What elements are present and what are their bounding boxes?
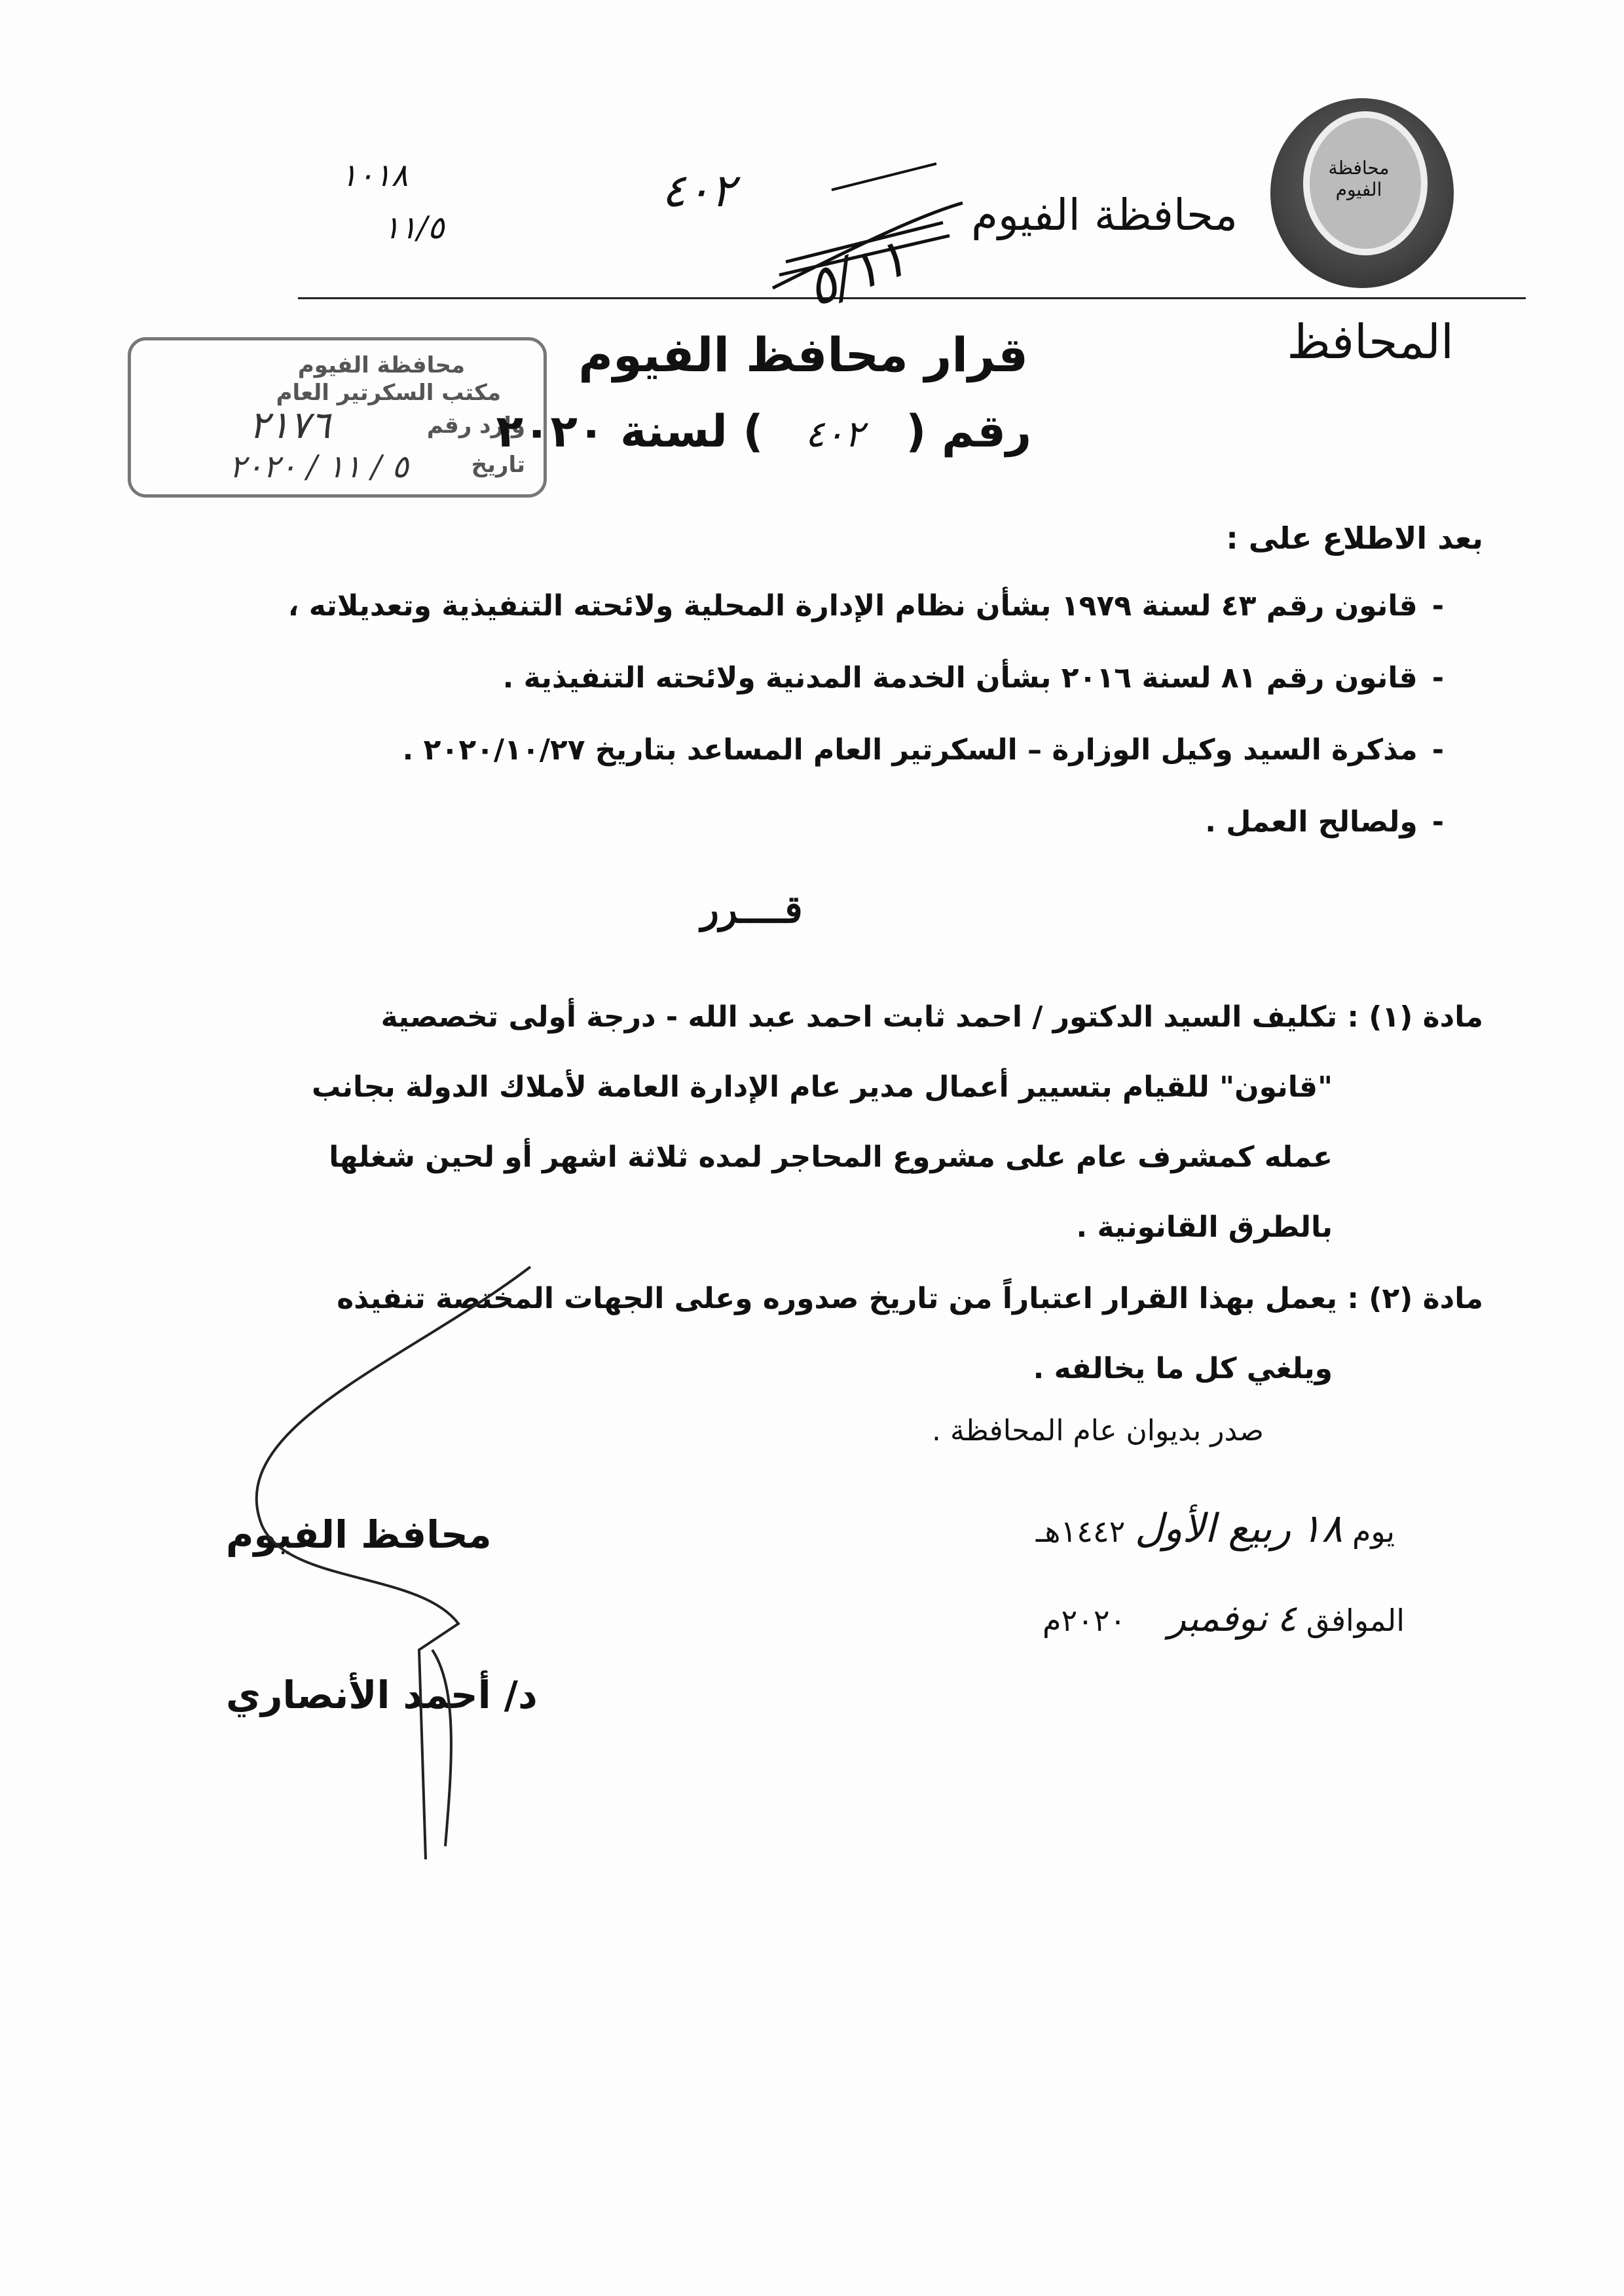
- header-line-scribble: [832, 164, 936, 190]
- article-2: مادة (٢) : يعمل بهذا القرار اعتباراً من تاريخ صدوره وعلى الجهات المختصة تنفيذه ويلغي كل ما يخالفه .: [337, 1282, 1483, 1385]
- decision-number-suffix: ) لسنة ٢٠٢٠: [496, 406, 764, 458]
- incoming-stamp: [128, 337, 547, 498]
- decision-number-value: ٤٠٢: [805, 413, 864, 456]
- handwritten-note: ٤٠٢: [661, 164, 735, 217]
- handwritten-date: ٥/١١: [798, 227, 915, 319]
- article-1-label: مادة (١) :: [1347, 1000, 1483, 1034]
- decides-heading: قــــرر: [701, 887, 803, 932]
- gregorian-date: الموافق ٤ نوفمبر ٢٠٢٠م: [1042, 1597, 1405, 1640]
- decision-number: [496, 406, 1031, 458]
- stamp-line-office: مكتب السكرتير العام: [276, 380, 501, 406]
- article-2-label: مادة (٢) :: [1347, 1282, 1483, 1315]
- letterhead-title: محافظة الفيوم: [971, 190, 1238, 240]
- emblem-text: محافظة الفيوم: [1328, 157, 1390, 200]
- stamp-date-label: تاريخ: [471, 452, 525, 478]
- governorate-emblem-icon: [1270, 98, 1454, 288]
- preamble-item: -قانون رقم ٨١ لسنة ٢٠١٦ بشأن الخدمة المدنية ولائحته التنفيذية .: [502, 661, 1444, 695]
- decision-title: قرار محافظ الفيوم: [578, 327, 1028, 382]
- decision-number-prefix: رقم (: [906, 406, 1031, 458]
- stamp-incoming-label: وارد رقم: [426, 412, 525, 439]
- stamp-date-value: ٥ / ١١ / ٢٠٢٠: [229, 448, 409, 485]
- preamble-item: -قانون رقم ٤٣ لسنة ١٩٧٩ بشأن نظام الإدارة المحلية ولائحته التنفيذية وتعديلاته ،: [287, 589, 1444, 623]
- stamp-line-governorate: محافظة الفيوم: [297, 352, 465, 378]
- article-1: مادة (١) : تكليف السيد الدكتور / احمد ثابت احمد عبد الله - درجة أولى تخصصية "قانون" للقيام بتسيير أعمال مدير عام الإدارة العامة لأملاك الدولة بجانب عمله كمشرف عام على مشروع المحاجر لمده ثلاثة اشهر أو لحين شغلها بالطرق القانونية .: [311, 1000, 1483, 1244]
- preamble-item: -ولصالح العمل .: [1205, 805, 1444, 839]
- signatory-title: محافظ الفيوم: [226, 1512, 492, 1557]
- preamble-item: -مذكرة السيد وكيل الوزارة – السكرتير العام المساعد بتاريخ ٢٠٢٠/١٠/٢٧ .: [402, 733, 1444, 767]
- stamp-incoming-number: ٢١٧٦: [249, 403, 331, 447]
- issued-at: صدر بديوان عام المحافظة .: [932, 1414, 1264, 1448]
- signatory-name: د/ أحمد الأنصاري: [226, 1673, 538, 1717]
- header-divider: [298, 297, 1526, 299]
- hijri-date: يوم ١٨ ربيع الأول ١٤٤٢هـ: [1035, 1506, 1395, 1552]
- preamble-heading: بعد الاطلاع على :: [1226, 520, 1483, 556]
- governor-label: المحافظ: [1287, 314, 1454, 369]
- handwritten-fraction-top: ١٠١٨: [341, 157, 409, 194]
- handwritten-fraction-bottom: ١١/٥: [383, 210, 445, 246]
